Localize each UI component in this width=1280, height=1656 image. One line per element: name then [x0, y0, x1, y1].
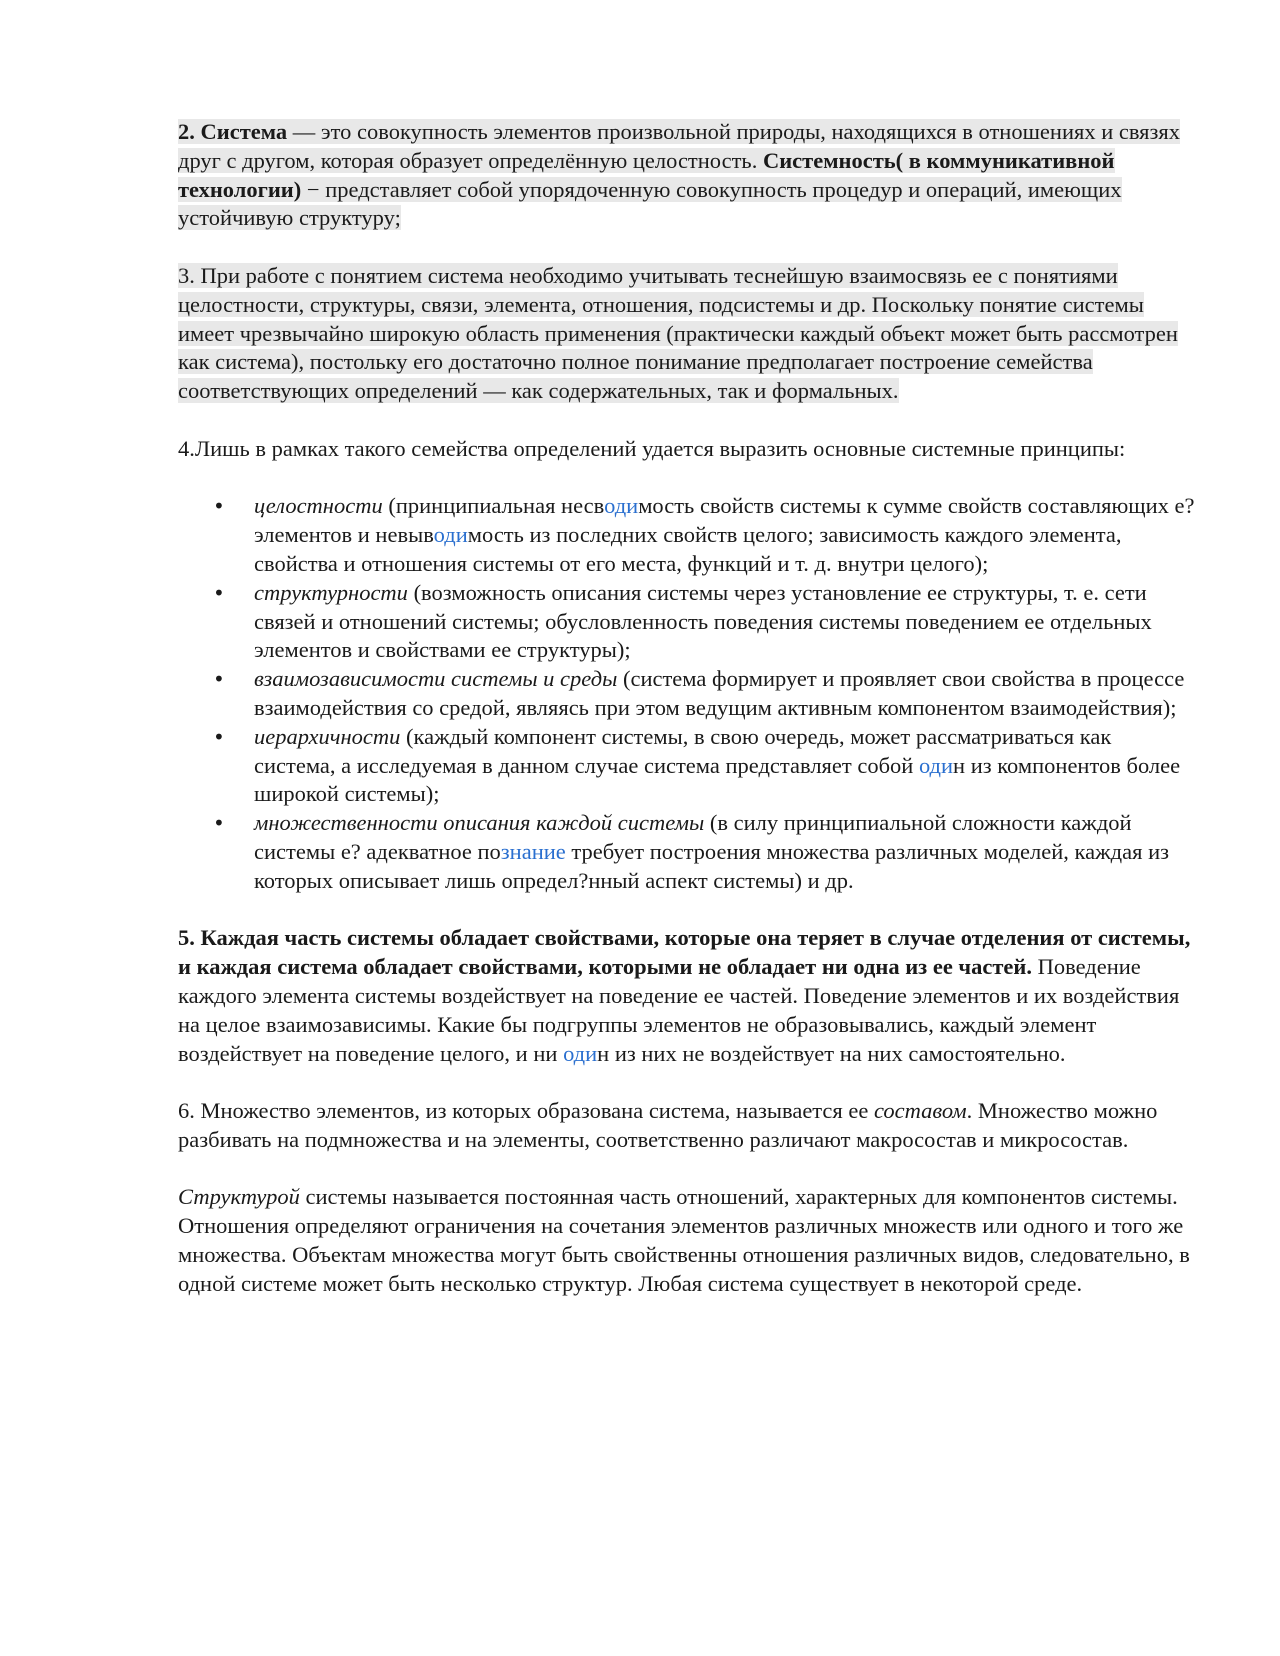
principle-text: н из компонентов более широкой системы);	[254, 752, 1181, 807]
paragraph-gap	[178, 406, 1198, 435]
term-systemness: Системность( в коммуникативной технологии)	[178, 147, 1115, 202]
paragraph-gap	[178, 896, 1198, 925]
principle-term: целостности	[254, 493, 383, 519]
bullet-icon: •	[213, 811, 225, 836]
paragraph-7-text: системы называется постоянная часть отношений, характерных для компонентов системы. Отношения определяют ограничения на сочетания элементов различных множеств или одного и того же множества. Объектам множества могут быть свойственны отношения различных видов, следовательно, в одной системе может быть несколько структур. Любая система существует в некоторой среде.	[178, 1184, 1190, 1296]
list-item-multiplicity	[178, 809, 1198, 895]
bullet-icon: •	[213, 580, 225, 605]
principle-term: взаимозависимости системы и среды	[254, 666, 618, 692]
principle-text: (каждый компонент системы, в свою очередь, может рассматриваться как система, а исследуемая в данном случае система представляет собой	[254, 723, 1112, 778]
paragraph-6-text: 6. Множество элементов, из которых образована система, называется ее	[178, 1098, 874, 1124]
hyperlink[interactable]: оди	[433, 522, 468, 548]
bullet-icon: •	[213, 494, 225, 519]
definition-systemness-text: − представляет собой упорядоченную совокупность процедур и операций, имеющих устойчивую структуру;	[178, 176, 1122, 231]
term-structure: Структурой	[178, 1184, 300, 1210]
principle-text: (в силу принципиальной сложности каждой системы е? адекватное по	[254, 810, 1132, 864]
principle-text: требует построения множества различных моделей, каждая из которых описывает лишь определ?нный аспект системы) и др.	[254, 838, 1170, 893]
paragraph-gap	[178, 464, 1198, 493]
paragraph-5-text: н из них не воздействует на них самостоятельно.	[597, 1040, 1066, 1066]
principle-term: структурности	[254, 579, 408, 605]
paragraph-5-text: Поведение каждого элемента системы воздействует на поведение ее частей. Поведение элементов и их воздействия на целое взаимозависимы. Какие бы подгруппы элементов не образовывались, каждый элемент воздействует на поведение целого, и ни	[178, 954, 1180, 1066]
paragraph-5	[178, 924, 1198, 1068]
principle-text: мость свойств системы к сумме свойств составляющих е? элементов и невыв	[254, 493, 1195, 548]
list-item-interdependence	[178, 665, 1198, 723]
paragraph-gap	[178, 233, 1198, 262]
principle-text: (принципиальная несв	[382, 493, 605, 519]
bullet-icon: •	[213, 724, 225, 749]
bullet-icon: •	[213, 667, 225, 692]
paragraph-7	[178, 1183, 1198, 1298]
document-page	[178, 118, 1198, 1299]
paragraph-4: 4.Лишь в рамках такого семейства определений удается выразить основные системные принципы:	[178, 435, 1126, 461]
paragraph-2	[178, 118, 1198, 233]
paragraph-3-text: 3. При работе с понятием система необходимо учитывать теснейшую взаимосвязь ее с понятиями целостности, структуры, связи, элемента, отношения, подсистемы и др. Поскольку понятие системы имеет чрезвычайно широкую область применения (практически каждый объект может быть рассмотрен как система), постольку его достаточно полное понимание предполагает построение семейства соответствующих определений — как содержательных, так и формальных.	[178, 262, 1178, 404]
hyperlink[interactable]: оди	[563, 1040, 598, 1066]
principle-term: иерархичности	[254, 723, 401, 749]
definition-system-text: — это совокупность элементов произвольной природы, находящихся в отношениях и связях друг с другом, которая образует определённую целостность.	[178, 119, 1181, 173]
term-composition: составом	[873, 1098, 967, 1124]
hyperlink[interactable]: знание	[500, 838, 566, 864]
list-item-hierarchy	[178, 723, 1198, 809]
paragraph-6	[178, 1097, 1198, 1155]
list-item-integrity	[178, 492, 1198, 578]
hyperlink[interactable]: оди	[918, 752, 954, 778]
paragraph-gap	[178, 1068, 1198, 1097]
hyperlink[interactable]: оди	[604, 493, 639, 519]
list-item-structurality	[178, 579, 1198, 665]
principle-text: (система формирует и проявляет свои свойства в процессе взаимодействия со средой, являясь при этом ведущим активным компонентом взаимодействия);	[254, 666, 1185, 720]
term-system: 2. Система	[178, 119, 288, 144]
principles-list	[178, 492, 1198, 895]
paragraph-gap	[178, 1155, 1198, 1184]
paragraph-5-bold: 5. Каждая часть системы обладает свойствами, которые она теряет в случае отделения от системы, и каждая система обладает свойствами, которыми не обладает ни одна из ее частей.	[178, 925, 1191, 980]
principle-text: мость из последних свойств целого; зависимость каждого элемента, свойства и отношения системы от его места, функций и т. д. внутри целого);	[254, 522, 1122, 576]
paragraph-6-text: . Множество можно разбивать на подмножества и на элементы, соответственно различают макросостав и микросостав.	[178, 1098, 1158, 1152]
paragraph-3	[178, 262, 1198, 406]
definition-system-highlight	[178, 119, 1180, 230]
principle-text: (возможность описания системы через установление ее структуры, т. е. сети связей и отношений системы; обусловленность поведения системы поведением ее отдельных элементов и свойствами ее структуры);	[254, 579, 1152, 663]
principle-term: множественности описания каждой системы	[254, 810, 705, 836]
